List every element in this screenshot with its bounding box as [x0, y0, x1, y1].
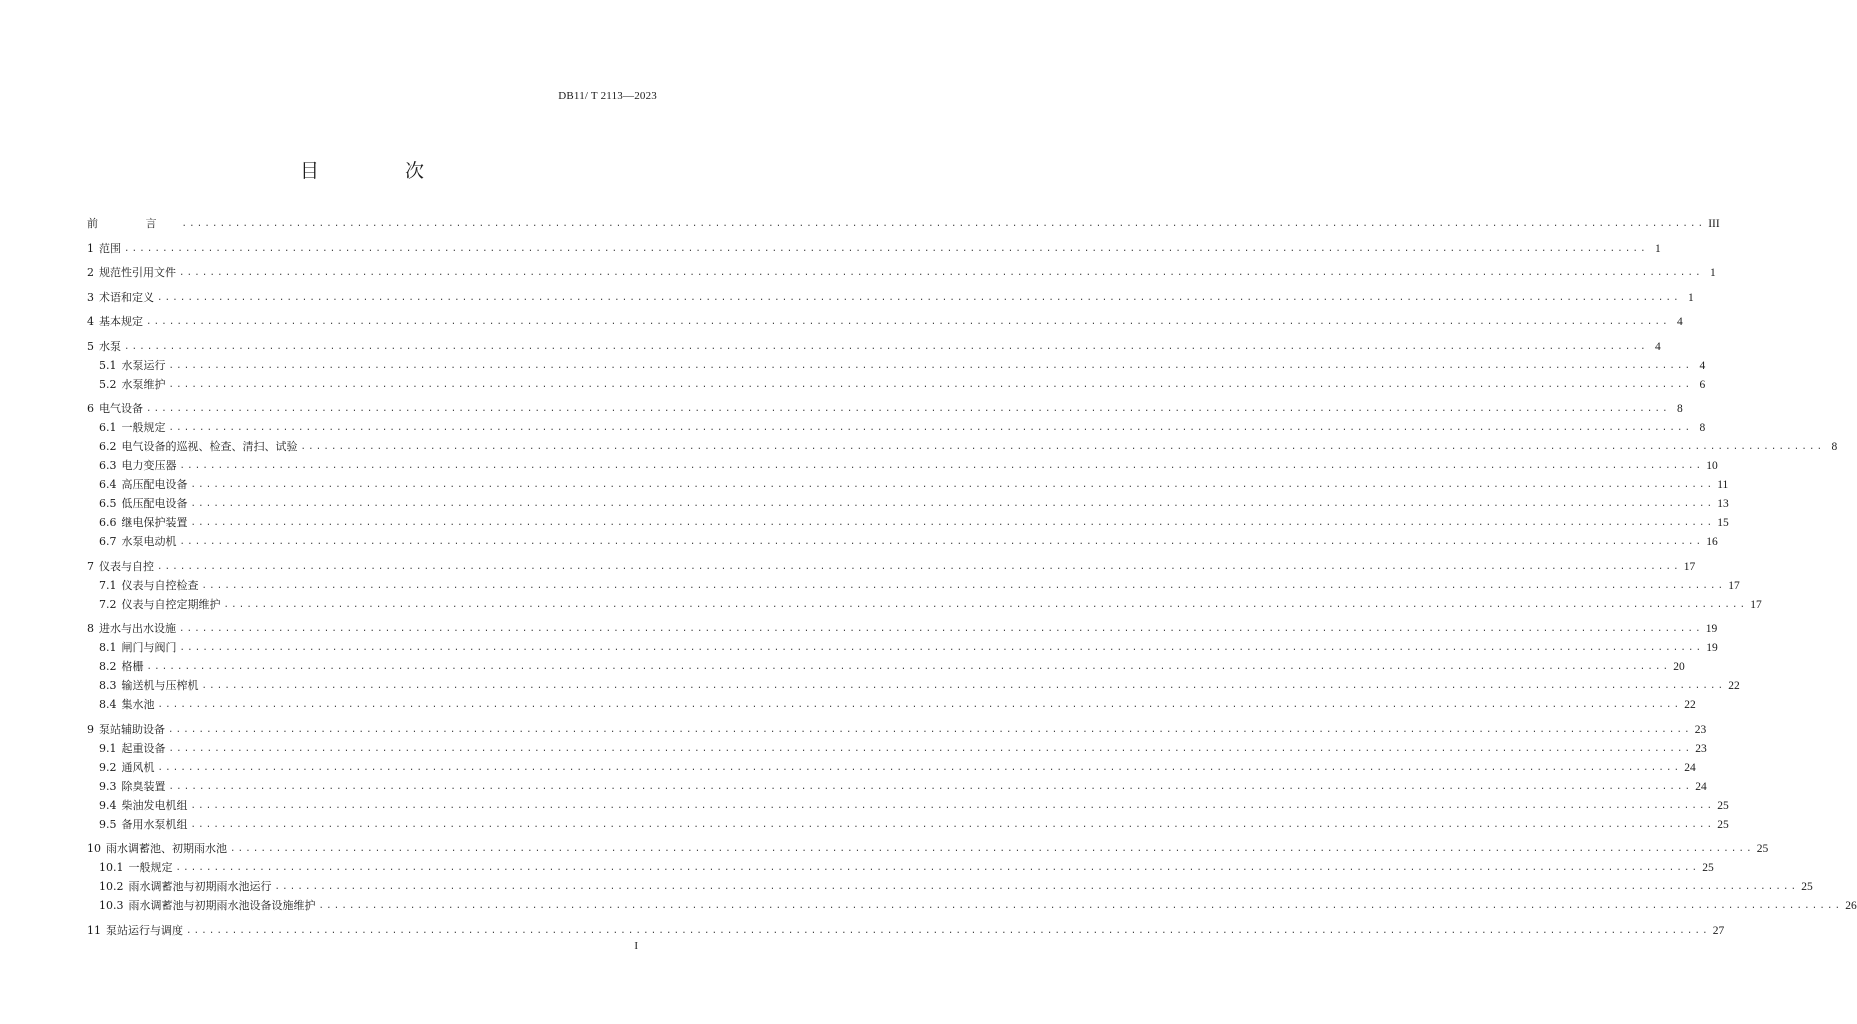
- toc-entry-number: 9.3: [99, 779, 117, 793]
- toc-entry-number: 8.4: [99, 698, 117, 711]
- toc-entry-number: 6.7: [99, 535, 117, 548]
- dot-leader: ........................................................................................................................................................................................................: [179, 537, 1704, 547]
- toc-entry-page: 23: [1695, 742, 1707, 755]
- toc-entry[interactable]: [87, 611, 1718, 636]
- toc-entry[interactable]: [87, 755, 1696, 774]
- toc-entry-number: 6.5: [99, 497, 117, 510]
- toc-entry-page: 17: [1750, 598, 1762, 611]
- toc-entry-page: 24: [1684, 761, 1696, 774]
- dot-leader: ........................................................................................................................................................................................................: [124, 243, 1648, 254]
- toc-entry-label: 泵站运行与调度: [106, 923, 183, 937]
- dot-leader: ........................................................................................................................................................................................................: [168, 781, 1693, 792]
- toc-entry-label: 术语和定义: [99, 290, 154, 304]
- toc-entry-page: 4: [1654, 340, 1661, 353]
- toc-entry-label: 雨水调蓄池与初期雨水池运行: [128, 880, 272, 893]
- dot-leader: ........................................................................................................................................................................................................: [168, 724, 1692, 735]
- toc-entry-number: 5.2: [99, 377, 117, 391]
- document-code: DB11/ T 2113—2023: [558, 90, 657, 102]
- toc-entry-label: 仪表与自控检查: [121, 578, 199, 592]
- toc-entry-label: 范围: [99, 241, 121, 255]
- dot-leader: ........................................................................................................................................................................................................: [201, 580, 1726, 591]
- toc-entry-label: 仪表与自控定期维护: [121, 597, 221, 611]
- toc-entry-page: 25: [1702, 862, 1714, 874]
- dot-leader: ........................................................................................................................................................................................................: [190, 800, 1715, 811]
- toc-entry[interactable]: [87, 736, 1707, 755]
- dot-leader: ........................................................................................................................................................................................................: [168, 379, 1693, 390]
- toc-entry-number: 3: [87, 290, 94, 304]
- toc-entry[interactable]: [87, 372, 1706, 391]
- toc-entry[interactable]: [87, 893, 1857, 912]
- toc-entry[interactable]: [87, 692, 1696, 711]
- dot-leader: ........................................................................................................................................................................................................: [146, 317, 1670, 327]
- dot-leader: ........................................................................................................................................................................................................: [168, 360, 1693, 371]
- toc-entry-label: 水泵维护: [121, 377, 166, 391]
- toc-entry-label: 除臭装置: [121, 779, 166, 793]
- toc-entry-page: 4: [1676, 316, 1683, 328]
- toc-entry[interactable]: [87, 230, 1661, 255]
- dot-leader: ........................................................................................................................................................................................................: [157, 762, 1682, 773]
- toc-entry-number: 9.5: [99, 817, 117, 831]
- dot-leader: ........................................................................................................................................................................................................: [179, 643, 1704, 653]
- dot-leader: ........................................................................................................................................................................................................: [230, 844, 1754, 854]
- toc-entry-number: 1: [87, 241, 94, 255]
- toc-entry-label: 前 言: [87, 217, 179, 230]
- toc-entry-page: 26: [1845, 900, 1857, 912]
- toc-entry[interactable]: [87, 304, 1683, 329]
- toc-entry[interactable]: [87, 472, 1729, 491]
- toc-entry[interactable]: [87, 353, 1706, 372]
- toc-entry-label: 一般规定: [128, 861, 173, 874]
- toc-entry-label: 备用水泵机组: [121, 817, 188, 831]
- dot-leader: ........................................................................................................................................................................................................: [168, 743, 1693, 754]
- toc-entry[interactable]: [87, 391, 1683, 416]
- toc-entry-number: 6.2: [99, 440, 117, 453]
- toc-entry[interactable]: [87, 635, 1718, 654]
- toc-entry-label: 规范性引用文件: [99, 266, 176, 279]
- toc-entry-number: 10.3: [99, 899, 124, 912]
- toc-entry-page: III: [1708, 218, 1720, 230]
- toc-entry-number: 6.1: [99, 421, 117, 434]
- toc-entry[interactable]: [87, 573, 1740, 592]
- toc-entry-number: 10.2: [99, 880, 124, 893]
- dot-leader: ........................................................................................................................................................................................................: [168, 423, 1693, 433]
- toc-entry-label: 进水与出水设施: [99, 622, 176, 635]
- toc-entry-label: 电气设备的巡视、检查、清扫、试验: [121, 440, 298, 453]
- toc-entry-number: 9: [87, 722, 94, 736]
- toc-entry[interactable]: [87, 328, 1661, 353]
- toc-entry[interactable]: [87, 279, 1694, 304]
- toc-entry-label: 高压配电设备: [121, 478, 188, 491]
- toc-entry-page: 17: [1683, 560, 1696, 573]
- toc-entry[interactable]: [87, 453, 1718, 472]
- toc-entry-page: 22: [1684, 699, 1696, 711]
- dot-leader: ........................................................................................................................................................................................................: [274, 882, 1799, 892]
- toc-entry-label: 电气设备: [99, 402, 143, 415]
- toc-entry-page: 1: [1654, 242, 1661, 255]
- toc-entry-label: 泵站辅助设备: [99, 722, 165, 736]
- toc-entry-page: 25: [1756, 843, 1769, 855]
- page-number: I: [634, 940, 638, 952]
- toc-entry-page: 1: [1709, 267, 1716, 279]
- dot-leader: ........................................................................................................................................................................................................: [157, 700, 1682, 710]
- toc-entry-label: 柴油发电机组: [121, 798, 188, 812]
- dot-leader: ........................................................................................................................................................................................................: [318, 901, 1843, 911]
- toc-entry-page: 20: [1673, 661, 1685, 673]
- toc-entry-number: 8.2: [99, 660, 117, 673]
- toc-entry-number: 8.3: [99, 679, 117, 692]
- toc-entry-number: 6.6: [99, 516, 117, 529]
- toc-entry-label: 雨水调蓄池、初期雨水池: [106, 842, 227, 855]
- toc-entry-label: 仪表与自控: [99, 559, 154, 573]
- toc-entry-number: 4: [87, 315, 94, 328]
- toc-entry-page: 22: [1728, 680, 1740, 692]
- toc-entry-page: 11: [1717, 479, 1729, 491]
- toc-entry-number: 7.1: [99, 578, 117, 592]
- dot-leader: ........................................................................................................................................................................................................: [190, 819, 1715, 830]
- toc-entry-label: 水泵运行: [121, 358, 166, 372]
- toc-entry-label: 水泵电动机: [121, 535, 177, 548]
- dot-leader: ........................................................................................................................................................................................................: [146, 662, 1671, 672]
- dot-leader: ........................................................................................................................................................................................................: [300, 442, 1825, 452]
- toc-entry-label: 输送机与压榨机: [121, 679, 199, 692]
- toc-entry[interactable]: [87, 912, 1725, 937]
- toc-entry[interactable]: [87, 217, 1720, 230]
- toc-entry-label: 一般规定: [121, 421, 166, 434]
- toc-entry-page: 19: [1705, 623, 1718, 635]
- toc-entry-page: 8: [1676, 403, 1683, 415]
- toc-entry-number: 8.1: [99, 641, 117, 654]
- toc-entry-page: 16: [1706, 536, 1718, 548]
- toc-entry-number: 7: [87, 559, 94, 573]
- toc-entry[interactable]: [87, 855, 1714, 874]
- dot-leader: ........................................................................................................................................................................................................: [186, 925, 1710, 936]
- dot-leader: ........................................................................................................................................................................................................: [179, 268, 1703, 278]
- dot-leader: ........................................................................................................................................................................................................: [181, 219, 1706, 229]
- toc-entry-number: 9.1: [99, 741, 117, 755]
- dot-leader: ........................................................................................................................................................................................................: [190, 480, 1715, 490]
- toc-entry[interactable]: [87, 793, 1729, 812]
- dot-leader: ........................................................................................................................................................................................................: [175, 863, 1700, 873]
- toc-entry-page: 27: [1712, 924, 1725, 937]
- toc-entry-label: 雨水调蓄池与初期雨水池设备设施维护: [128, 899, 316, 912]
- toc-entry-label: 通风机: [121, 760, 155, 774]
- toc-entry[interactable]: [87, 491, 1729, 510]
- toc-entry[interactable]: [87, 673, 1740, 692]
- toc-entry[interactable]: [87, 812, 1729, 831]
- toc-entry-number: 5: [87, 339, 94, 353]
- toc-entry-page: 25: [1717, 818, 1729, 831]
- dot-leader: ........................................................................................................................................................................................................: [157, 561, 1681, 572]
- toc-entry-page: 6: [1699, 378, 1706, 391]
- toc-entry[interactable]: [87, 529, 1718, 548]
- toc-entry-number: 10: [87, 842, 101, 855]
- toc-entry-page: 10: [1706, 460, 1718, 472]
- toc-entry-page: 13: [1717, 498, 1729, 510]
- toc-entry[interactable]: [87, 831, 1769, 856]
- dot-leader: ........................................................................................................................................................................................................: [157, 292, 1681, 303]
- toc-entry-label: 低压配电设备: [121, 497, 188, 510]
- toc-entry-label: 继电保护装置: [121, 516, 188, 529]
- table-of-contents: [87, 217, 1857, 937]
- toc-entry-page: 15: [1717, 517, 1729, 529]
- toc-entry-label: 集水池: [121, 698, 155, 711]
- dot-leader: ........................................................................................................................................................................................................: [124, 341, 1648, 352]
- toc-entry-label: 水泵: [99, 339, 121, 353]
- toc-entry[interactable]: [87, 434, 1838, 453]
- toc-entry-label: 闸门与阀门: [121, 641, 177, 654]
- toc-entry-page: 1: [1687, 291, 1694, 304]
- toc-entry[interactable]: [87, 711, 1707, 736]
- toc-entry-label: 起重设备: [121, 741, 166, 755]
- toc-entry-page: 17: [1728, 579, 1740, 592]
- toc-entry[interactable]: [87, 510, 1729, 529]
- dot-leader: ........................................................................................................................................................................................................: [179, 624, 1703, 634]
- toc-entry-label: 格栅: [121, 660, 144, 673]
- toc-entry-page: 8: [1699, 422, 1706, 434]
- toc-entry-page: 24: [1695, 780, 1707, 793]
- toc-entry-number: 9.4: [99, 798, 117, 812]
- toc-entry[interactable]: [87, 415, 1706, 434]
- dot-leader: ........................................................................................................................................................................................................: [190, 518, 1715, 528]
- toc-entry-number: 5.1: [99, 358, 117, 372]
- toc-entry-number: 11: [87, 923, 101, 937]
- toc-entry-number: 6.4: [99, 478, 117, 491]
- toc-entry[interactable]: [87, 592, 1762, 611]
- toc-entry-number: 6: [87, 402, 94, 415]
- toc-entry-page: 19: [1706, 642, 1718, 654]
- toc-entry-label: 基本规定: [99, 315, 143, 328]
- toc-entry[interactable]: [87, 255, 1716, 280]
- page-title: 目 次: [299, 160, 465, 182]
- toc-entry-page: 25: [1801, 881, 1813, 893]
- toc-entry[interactable]: [87, 774, 1707, 793]
- toc-entry-number: 2: [87, 266, 94, 279]
- toc-entry-label: 电力变压器: [121, 459, 177, 472]
- toc-entry[interactable]: [87, 548, 1696, 573]
- toc-entry-number: 10.1: [99, 861, 124, 874]
- toc-entry-page: 4: [1699, 359, 1706, 372]
- toc-entry-number: 6.3: [99, 459, 117, 472]
- toc-entry-page: 8: [1831, 441, 1838, 453]
- toc-entry-page: 23: [1694, 723, 1707, 736]
- toc-entry[interactable]: [87, 874, 1813, 893]
- toc-entry-number: 8: [87, 622, 94, 635]
- dot-leader: ........................................................................................................................................................................................................: [223, 599, 1748, 610]
- toc-entry-number: 7.2: [99, 597, 117, 611]
- dot-leader: ........................................................................................................................................................................................................: [146, 404, 1670, 414]
- toc-entry[interactable]: [87, 654, 1685, 673]
- dot-leader: ........................................................................................................................................................................................................: [201, 681, 1726, 691]
- dot-leader: ........................................................................................................................................................................................................: [190, 499, 1715, 509]
- toc-entry-page: 25: [1717, 799, 1729, 812]
- toc-entry-number: 9.2: [99, 760, 117, 774]
- dot-leader: ........................................................................................................................................................................................................: [179, 461, 1704, 471]
